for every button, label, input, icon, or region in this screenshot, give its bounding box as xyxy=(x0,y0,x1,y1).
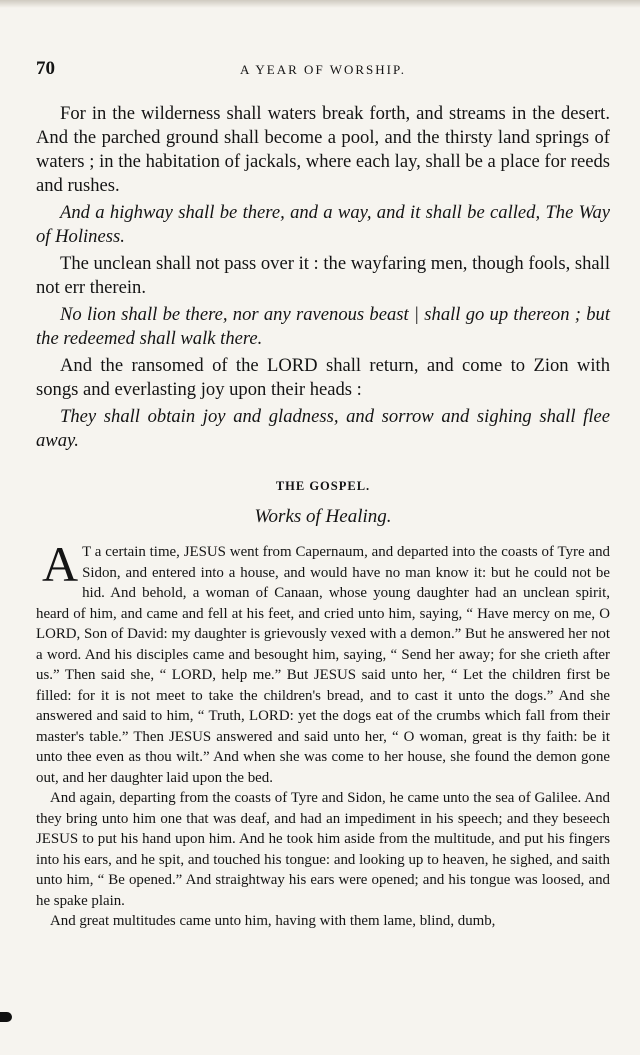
gospel-text xyxy=(36,536,610,932)
gospel-paragraph-2: And again, departing from the coasts of Tyre and Sidon, he came unto the sea of Galilee. And they bring unto him one that was deaf, and had an impediment in his speech; and they beseech JESUS to put his hand upon him. And he took him aside from the multitude, and put his fingers into his ears, and he spit, and touched his tongue: and looking up to heaven, he sighed, and saith unto him, “ Be opened.” And straightway his ears were opened; and his tongue was loosed, and he spake plain. xyxy=(36,790,610,909)
running-title: A YEAR OF WORSHIP. xyxy=(239,62,407,77)
page-number: 70 xyxy=(36,58,55,79)
verse-3: The unclean shall not pass over it : the wayfaring men, though fools, shall not err therein. xyxy=(36,253,610,298)
margin-ink-mark xyxy=(0,1012,12,1022)
gospel-heading: THE GOSPEL. xyxy=(275,479,371,493)
verse-4-response: No lion shall be there, nor any ravenous beast | shall go up thereon ; but the redeemed shall walk there. xyxy=(36,304,610,349)
gospel-paragraph-1-text: T a certain time, JESUS went from Capernaum, and departed into the coasts of Tyre and Sidon, and entered into a house, and would have no man know it: but he could not be hid. And behold, a woman of Canaan, whose young daughter had an unclean spirit, heard of him, and came and fell at his feet, and cried unto him, saying, “ Have mercy on me, O LORD, Son of David: my daughter is grievously vexed with a demon.” But he answered her not a word. And his disciples came and besought him, saying, “ Send her away; for she crieth after us.” Then said she, “ LORD, help me.” But JESUS said unto her, “ Let the children first be filled: for it is not meet to take the children's bread, and to cast it unto the dogs.” And she answered and said to him, “ Truth, LORD: yet the dogs eat of the crumbs which fall from their master's table.” Then JESUS answered and said unto her, “ O woman, great is thy faith: be it unto thee even as thou wilt.” And when she was come to her house, she found the demon gone out, and her daughter laid upon the bed. xyxy=(36,544,610,786)
gospel-paragraph-3: And great multitudes came unto him, having with them lame, blind, dumb, xyxy=(50,913,496,929)
drop-cap: A xyxy=(42,536,79,592)
page-top-edge xyxy=(0,0,640,8)
gospel-paragraph-1 xyxy=(36,536,610,788)
verse-1: For in the wilderness shall waters break forth, and streams in the desert. And the parched ground shall become a pool, and the thirsty land springs of waters ; in the habitation of jackals, where each lay, shall be a place for reeds and rushes. xyxy=(36,103,610,196)
verse-6-response: They shall obtain joy and gladness, and sorrow and sighing shall flee away. xyxy=(36,406,610,451)
running-head xyxy=(36,58,610,84)
book-page xyxy=(36,58,610,932)
lesson-reading xyxy=(36,102,610,453)
gospel-title: Works of Healing. xyxy=(254,506,392,527)
verse-5: And the ransomed of the LORD shall return, and come to Zion with songs and everlasting joy upon their heads : xyxy=(36,355,610,400)
verse-2-response: And a highway shall be there, and a way, and it shall be called, The Way of Holiness. xyxy=(36,202,610,247)
